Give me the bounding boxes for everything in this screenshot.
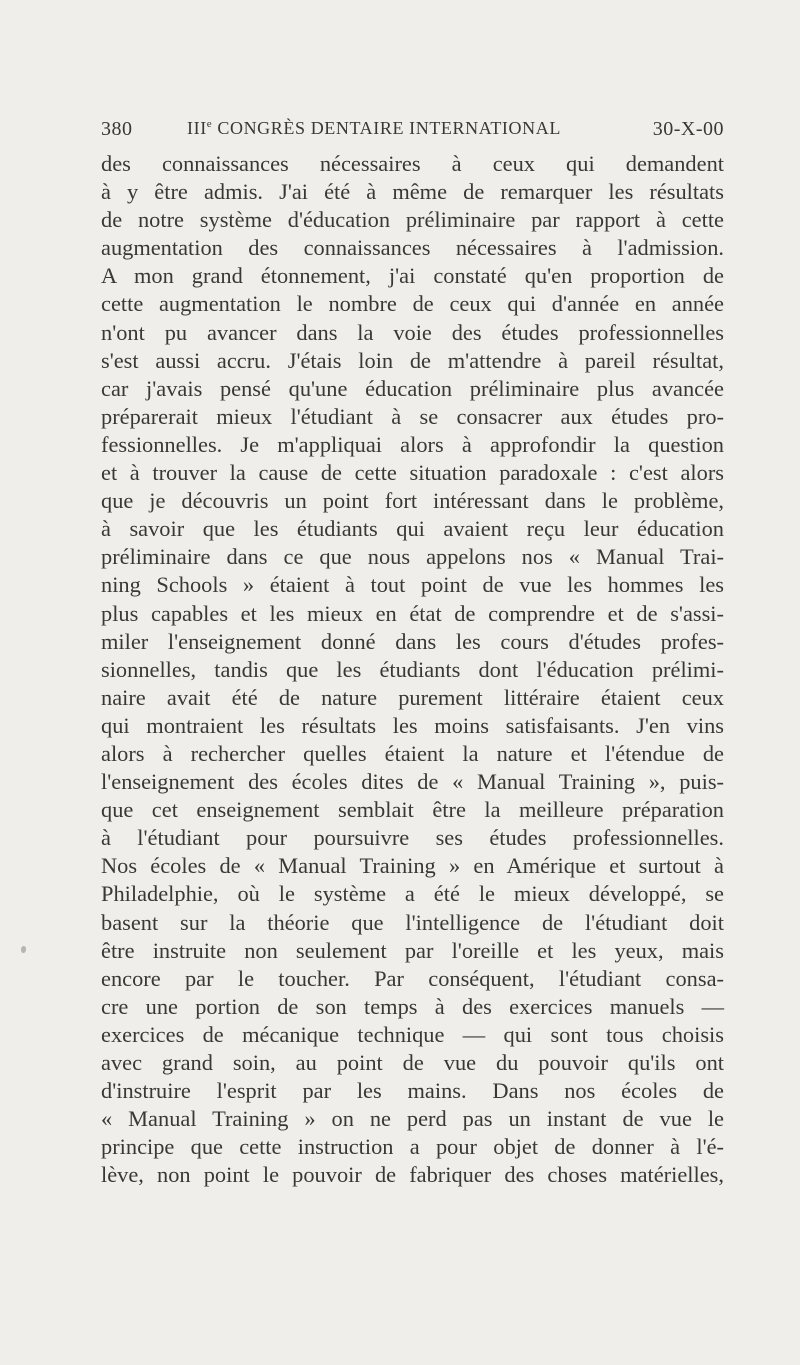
text-line: cette augmentation le nombre de ceux qui d'année en année: [101, 291, 724, 317]
session-date: 30-X-00: [652, 118, 724, 140]
text-line: exercices de mécanique technique — qui sont tous choisis: [101, 1021, 724, 1047]
text-line: d'instruire l'esprit par les mains. Dans nos écoles de: [101, 1078, 724, 1104]
text-line: car j'avais pensé qu'une éducation préliminaire plus avancée: [101, 375, 724, 401]
text-line: préparerait mieux l'étudiant à se consacrer aux études pro-: [101, 403, 724, 429]
text-line: l'enseignement des écoles dites de « Manual Training », puis-: [101, 769, 724, 795]
text-line: ning Schools » étaient à tout point de vue les hommes les: [101, 572, 724, 598]
text-line: de notre système d'éducation préliminaire par rapport à cette: [101, 207, 724, 233]
text-line: des connaissances nécessaires à ceux qui demandent: [101, 151, 724, 176]
text-line: encore par le toucher. Par conséquent, l'étudiant consa-: [101, 965, 724, 991]
text-line: fessionnelles. Je m'appliquai alors à approfondir la question: [101, 431, 724, 457]
text-line: qui montraient les résultats les moins satisfaisants. J'en vins: [101, 712, 724, 738]
text-line: augmentation des connaissances nécessaires à l'admission.: [101, 235, 724, 261]
paper-speck: [21, 946, 26, 953]
body-text: [101, 150, 724, 1189]
text-line: A mon grand étonnement, j'ai constaté qu'en proportion de: [101, 263, 724, 289]
running-title: [187, 118, 561, 139]
page-number: 380: [101, 118, 133, 140]
text-line: plus capables et les mieux en état de comprendre et de s'assi-: [101, 600, 724, 626]
title-roman: III: [187, 118, 207, 138]
text-line: basent sur la théorie que l'intelligence de l'étudiant doit: [101, 909, 724, 935]
text-line: être instruite non seulement par l'oreille et les yeux, mais: [101, 937, 724, 963]
title-text: CONGRÈS DENTAIRE INTERNATIONAL: [212, 118, 561, 138]
text-line: alors à rechercher quelles étaient la nature et l'étendue de: [101, 740, 724, 766]
running-header: [101, 118, 724, 148]
title-superscript: e: [206, 118, 213, 130]
text-line: et à trouver la cause de cette situation paradoxale : c'est alors: [101, 460, 724, 486]
text-line: que je découvris un point fort intéressant dans le problème,: [101, 488, 724, 514]
text-line: principe que cette instruction a pour objet de donner à l'é-: [101, 1134, 724, 1160]
text-line: miler l'enseignement donné dans les cours d'études profes-: [101, 628, 724, 654]
text-line: à y être admis. J'ai été à même de remarquer les résultats: [101, 179, 724, 205]
text-line: à savoir que les étudiants qui avaient reçu leur éducation: [101, 516, 724, 542]
text-line: n'ont pu avancer dans la voie des études professionnelles: [101, 319, 724, 345]
text-line: s'est aussi accru. J'étais loin de m'attendre à pareil résultat,: [101, 347, 724, 373]
text-line: à l'étudiant pour poursuivre ses études professionnelles.: [101, 825, 724, 851]
text-line: « Manual Training » on ne perd pas un instant de vue le: [101, 1106, 724, 1132]
text-line: Nos écoles de « Manual Training » en Amérique et surtout à: [101, 853, 724, 879]
text-line: que cet enseignement semblait être la meilleure préparation: [101, 797, 724, 823]
text-line: préliminaire dans ce que nous appelons nos « Manual Trai-: [101, 544, 724, 570]
text-line: lève, non point le pouvoir de fabriquer des choses matérielles,: [101, 1162, 724, 1188]
text-line: cre une portion de son temps à des exercices manuels —: [101, 993, 724, 1019]
text-line: sionnelles, tandis que les étudiants dont l'éducation prélimi-: [101, 656, 724, 682]
text-line: avec grand soin, au point de vue du pouvoir qu'ils ont: [101, 1050, 724, 1075]
text-line: Philadelphie, où le système a été le mieux développé, se: [101, 881, 724, 907]
text-line: naire avait été de nature purement littéraire étaient ceux: [101, 684, 724, 710]
